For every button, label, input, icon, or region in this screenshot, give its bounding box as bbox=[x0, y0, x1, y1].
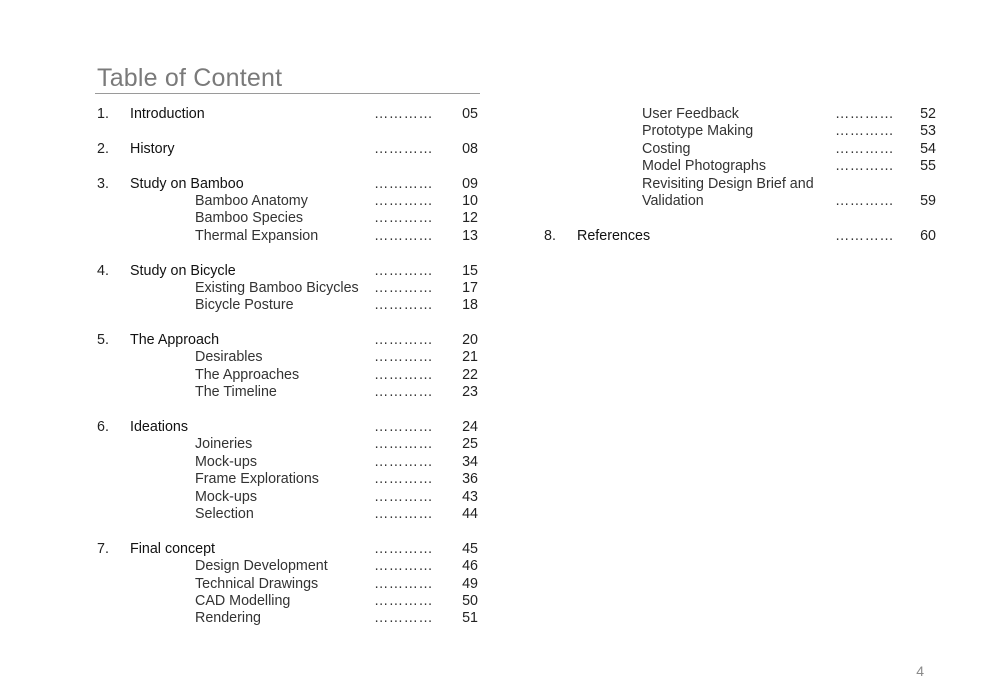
toc-page-number: 50 bbox=[462, 592, 478, 609]
toc-section-number: 7. bbox=[97, 540, 109, 557]
toc-page-number: 49 bbox=[462, 575, 478, 592]
toc-section-number: 3. bbox=[97, 175, 109, 192]
toc-entry-label: Mock-ups bbox=[195, 453, 257, 470]
toc-page-number: 54 bbox=[920, 140, 936, 157]
toc-subsection-row[interactable] bbox=[97, 610, 480, 627]
toc-entry-label: Frame Explorations bbox=[195, 471, 319, 488]
toc-leader-dots: ………… bbox=[374, 575, 434, 592]
toc-page-number: 43 bbox=[462, 488, 478, 505]
toc-page-number: 36 bbox=[462, 471, 478, 488]
toc-leader-dots: ………… bbox=[374, 279, 434, 296]
toc-leader-dots: ………… bbox=[374, 262, 434, 279]
toc-page-number: 59 bbox=[920, 192, 936, 209]
toc-subsection-row[interactable] bbox=[544, 176, 939, 193]
toc-page-number: 13 bbox=[462, 227, 478, 244]
toc-entry-label: The Approaches bbox=[195, 366, 300, 383]
toc-page-number: 17 bbox=[462, 279, 478, 296]
toc-leader-dots: ………… bbox=[374, 366, 434, 383]
toc-section-number: 8. bbox=[544, 227, 556, 244]
toc-page-number: 34 bbox=[462, 453, 478, 470]
toc-entry-label: Desirables bbox=[195, 349, 263, 366]
toc-subsection-row[interactable] bbox=[97, 454, 480, 471]
title-divider bbox=[95, 93, 480, 94]
toc-leader-dots: ………… bbox=[374, 540, 434, 557]
toc-entry-label: The Timeline bbox=[195, 384, 277, 401]
toc-section-row[interactable] bbox=[544, 228, 939, 245]
toc-subsection-row[interactable] bbox=[97, 297, 480, 314]
toc-subsection-row[interactable] bbox=[544, 123, 939, 140]
toc-leader-dots: ………… bbox=[374, 349, 434, 366]
toc-entry-label: Study on Bicycle bbox=[130, 262, 236, 279]
toc-section-row[interactable] bbox=[97, 141, 480, 158]
toc-spacer bbox=[97, 245, 480, 262]
toc-section-row[interactable] bbox=[97, 176, 480, 193]
toc-entry-label: Selection bbox=[195, 505, 254, 522]
toc-leader-dots: ………… bbox=[835, 227, 895, 244]
toc-leader-dots: ………… bbox=[374, 384, 434, 401]
toc-page-number: 44 bbox=[462, 505, 478, 522]
toc-entry-label: Rendering bbox=[195, 610, 261, 627]
toc-subsection-row[interactable] bbox=[97, 506, 480, 523]
toc-subsection-row[interactable] bbox=[97, 384, 480, 401]
toc-page-number: 15 bbox=[462, 262, 478, 279]
toc-page-number: 25 bbox=[462, 436, 478, 453]
toc-section-number: 5. bbox=[97, 332, 109, 349]
toc-entry-label: Study on Bamboo bbox=[130, 175, 244, 192]
toc-leader-dots: ………… bbox=[374, 471, 434, 488]
toc-spacer bbox=[97, 158, 480, 175]
toc-section-row[interactable] bbox=[97, 263, 480, 280]
toc-page-number: 52 bbox=[920, 106, 936, 122]
toc-leader-dots: ………… bbox=[374, 610, 434, 627]
toc-spacer bbox=[97, 315, 480, 332]
toc-leader-dots: ………… bbox=[374, 505, 434, 522]
toc-subsection-row[interactable] bbox=[97, 367, 480, 384]
toc-leader-dots: ………… bbox=[374, 106, 434, 122]
toc-leader-dots: ………… bbox=[835, 140, 895, 157]
toc-subsection-row[interactable] bbox=[97, 558, 480, 575]
toc-leader-dots: ………… bbox=[835, 123, 895, 140]
toc-leader-dots: ………… bbox=[374, 488, 434, 505]
toc-page-number: 20 bbox=[462, 332, 478, 349]
toc-entry-label: Bicycle Posture bbox=[195, 297, 294, 314]
toc-entry-label: The Approach bbox=[130, 332, 220, 349]
toc-spacer bbox=[97, 523, 480, 540]
toc-leader-dots: ………… bbox=[374, 436, 434, 453]
toc-entry-label: Bamboo Anatomy bbox=[195, 192, 308, 209]
toc-entry-label: Existing Bamboo Bicycles bbox=[195, 279, 359, 296]
toc-subsection-row[interactable] bbox=[97, 471, 480, 488]
page-title: Table of Content bbox=[97, 64, 283, 92]
toc-page-number: 51 bbox=[462, 610, 478, 627]
toc-subsection-row[interactable] bbox=[544, 141, 939, 158]
toc-entry-label: User Feedback bbox=[642, 106, 739, 122]
toc-section-row[interactable] bbox=[97, 541, 480, 558]
toc-entry-label: References bbox=[577, 227, 651, 244]
toc-entry-label: Model Photographs bbox=[642, 158, 766, 175]
toc-page-number: 08 bbox=[462, 140, 478, 157]
toc-leader-dots: ………… bbox=[835, 158, 895, 175]
toc-leader-dots: ………… bbox=[374, 453, 434, 470]
toc-entry-label: Revisiting Design Brief and bbox=[642, 175, 814, 192]
toc-leader-dots: ………… bbox=[374, 210, 434, 227]
toc-subsection-row[interactable] bbox=[97, 193, 480, 210]
toc-leader-dots: ………… bbox=[374, 175, 434, 192]
toc-leader-dots: ………… bbox=[374, 419, 434, 436]
toc-page-number: 45 bbox=[462, 540, 478, 557]
toc-entry-label: Introduction bbox=[130, 106, 205, 122]
toc-right-column bbox=[544, 106, 939, 245]
toc-leader-dots: ………… bbox=[835, 192, 895, 209]
toc-page-number: 23 bbox=[462, 384, 478, 401]
toc-section-row[interactable] bbox=[97, 419, 480, 436]
toc-left-column bbox=[97, 106, 480, 628]
toc-spacer bbox=[544, 210, 939, 227]
toc-entry-label: Ideations bbox=[130, 419, 189, 436]
toc-section-number: 6. bbox=[97, 419, 109, 436]
toc-page-number: 09 bbox=[462, 175, 478, 192]
toc-page-number: 60 bbox=[920, 227, 936, 244]
toc-leader-dots: ………… bbox=[374, 297, 434, 314]
toc-leader-dots: ………… bbox=[374, 192, 434, 209]
toc-subsection-row[interactable] bbox=[544, 158, 939, 175]
toc-subsection-row[interactable] bbox=[97, 349, 480, 366]
toc-subsection-row[interactable] bbox=[97, 210, 480, 227]
toc-section-number: 1. bbox=[97, 106, 109, 122]
toc-page-number: 22 bbox=[462, 366, 478, 383]
toc-leader-dots: ………… bbox=[374, 592, 434, 609]
toc-page-number: 10 bbox=[462, 192, 478, 209]
toc-subsection-row[interactable] bbox=[97, 576, 480, 593]
toc-entry-label: Joineries bbox=[195, 436, 253, 453]
toc-entry-label: CAD Modelling bbox=[195, 592, 291, 609]
toc-entry-label: Costing bbox=[642, 140, 691, 157]
toc-page-number: 05 bbox=[462, 106, 478, 122]
toc-page-number: 21 bbox=[462, 349, 478, 366]
toc-subsection-row[interactable] bbox=[97, 436, 480, 453]
toc-subsection-row[interactable] bbox=[97, 280, 480, 297]
toc-entry-label: Mock-ups bbox=[195, 488, 257, 505]
toc-entry-label: History bbox=[130, 140, 175, 157]
toc-leader-dots: ………… bbox=[835, 106, 895, 122]
toc-page-number: 53 bbox=[920, 123, 936, 140]
toc-page-number: 18 bbox=[462, 297, 478, 314]
toc-entry-label: Technical Drawings bbox=[195, 575, 319, 592]
toc-leader-dots: ………… bbox=[374, 558, 434, 575]
toc-entry-label: Bamboo Species bbox=[195, 210, 304, 227]
toc-section-number: 4. bbox=[97, 262, 109, 279]
toc-subsection-row[interactable] bbox=[97, 593, 480, 610]
toc-leader-dots: ………… bbox=[374, 227, 434, 244]
toc-section-row[interactable] bbox=[97, 332, 480, 349]
toc-entry-label: Design Development bbox=[195, 558, 328, 575]
toc-subsection-row[interactable] bbox=[97, 489, 480, 506]
toc-subsection-row[interactable] bbox=[544, 106, 939, 123]
toc-leader-dots: ………… bbox=[374, 332, 434, 349]
toc-subsection-row[interactable] bbox=[544, 193, 939, 210]
toc-spacer bbox=[97, 402, 480, 419]
toc-page-number: 12 bbox=[462, 210, 478, 227]
toc-entry-label: Validation bbox=[642, 192, 704, 209]
toc-entry-label: Final concept bbox=[130, 540, 216, 557]
page-number: 4 bbox=[916, 663, 924, 679]
toc-leader-dots: ………… bbox=[374, 140, 434, 157]
toc-page-number: 46 bbox=[462, 558, 478, 575]
toc-entry-label: Thermal Expansion bbox=[195, 227, 319, 244]
toc-section-number: 2. bbox=[97, 140, 109, 157]
toc-page-number: 55 bbox=[920, 158, 936, 175]
toc-page-number: 24 bbox=[462, 419, 478, 436]
toc-entry-label: Prototype Making bbox=[642, 123, 754, 140]
toc-section-row[interactable] bbox=[97, 106, 480, 123]
toc-subsection-row[interactable] bbox=[97, 228, 480, 245]
toc-spacer bbox=[97, 123, 480, 140]
